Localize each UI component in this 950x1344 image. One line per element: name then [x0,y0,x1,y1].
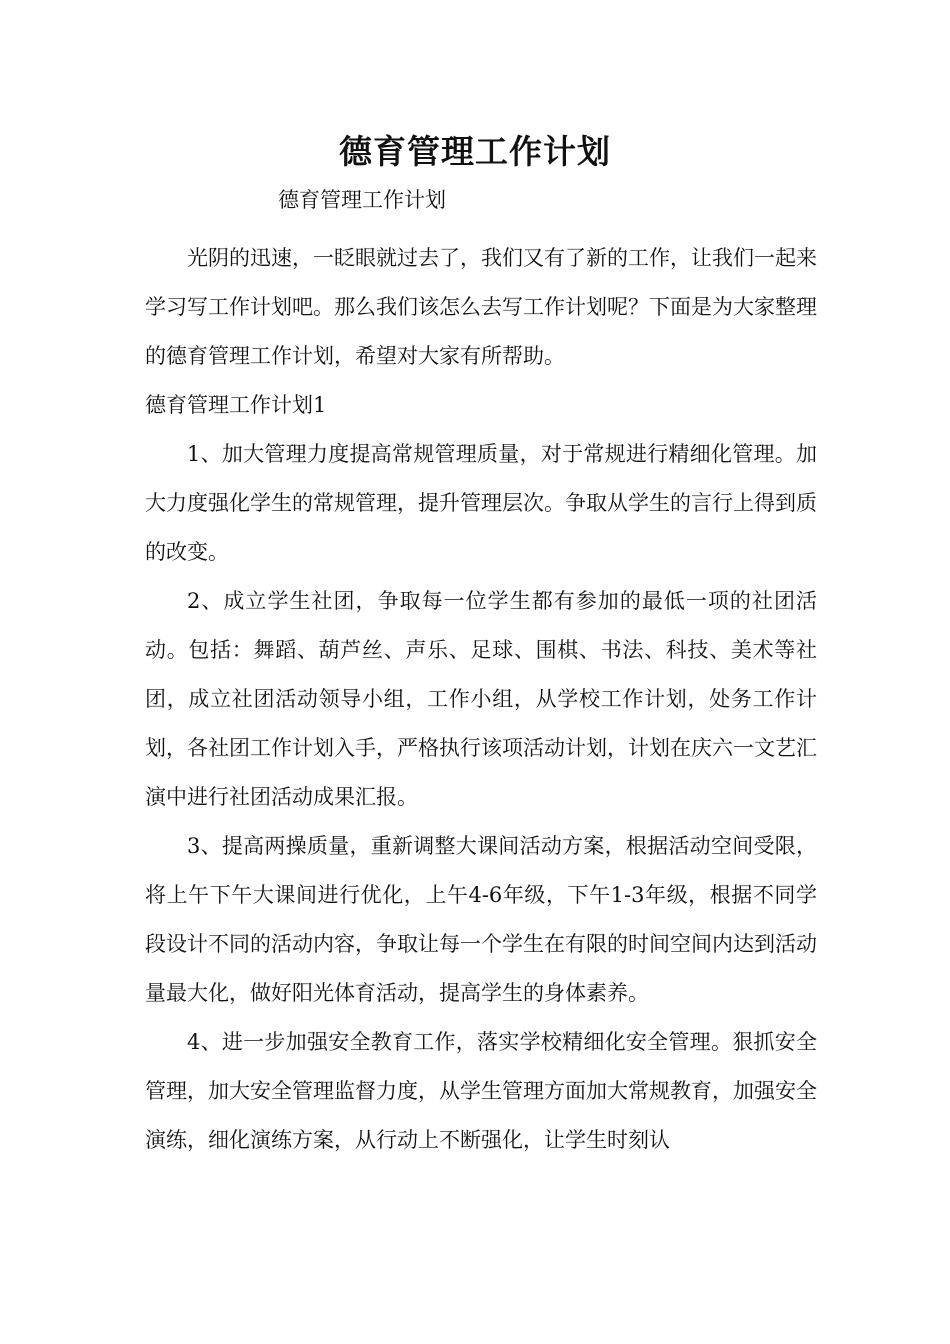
document-subtitle: 德育管理工作计划 [278,188,446,212]
plan-item-4: 4、进一步加强安全教育工作，落实学校精细化安全管理。狠抓安全管理，加大安全管理监督力度，从学生管理方面加大常规教育，加强安全演练，细化演练方案，从行动上不断强化，让学生时刻认 [145,1030,817,1152]
document-title: 德育管理工作计划 [339,132,611,171]
plan-item-2: 2、成立学生社团，争取每一位学生都有参加的最低一项的社团活动。包括：舞蹈、葫芦丝、声乐、足球、围棋、书法、科技、美术等社团，成立社团活动领导小组，工作小组，从学校工作计划，处务工作计划，各社团工作计划入手，严格执行该项活动计划，计划在庆六一文艺汇演中进行社团活动成果汇报。 [145,589,817,809]
plan-item-1: 1、加大管理力度提高常规管理质量，对于常规进行精细化管理。加大力度强化学生的常规管理，提升管理层次。争取从学生的言行上得到质的改变。 [145,442,817,564]
intro-paragraph: 光阴的迅速，一眨眼就过去了，我们又有了新的工作，让我们一起来学习写工作计划吧。那么我们该怎么去写工作计划呢？下面是为大家整理的德育管理工作计划，希望对大家有所帮助。 [145,246,817,368]
section-heading: 德育管理工作计划1 [145,393,327,417]
document-body [145,234,817,1165]
plan-item-3: 3、提高两操质量，重新调整大课间活动方案，根据活动空间受限，将上午下午大课间进行优化，上午4-6年级，下午1-3年级，根据不同学段设计不同的活动内容，争取让每一个学生在有限的时间空间内达到活动量最大化，做好阳光体育活动，提高学生的身体素养。 [145,834,817,1005]
